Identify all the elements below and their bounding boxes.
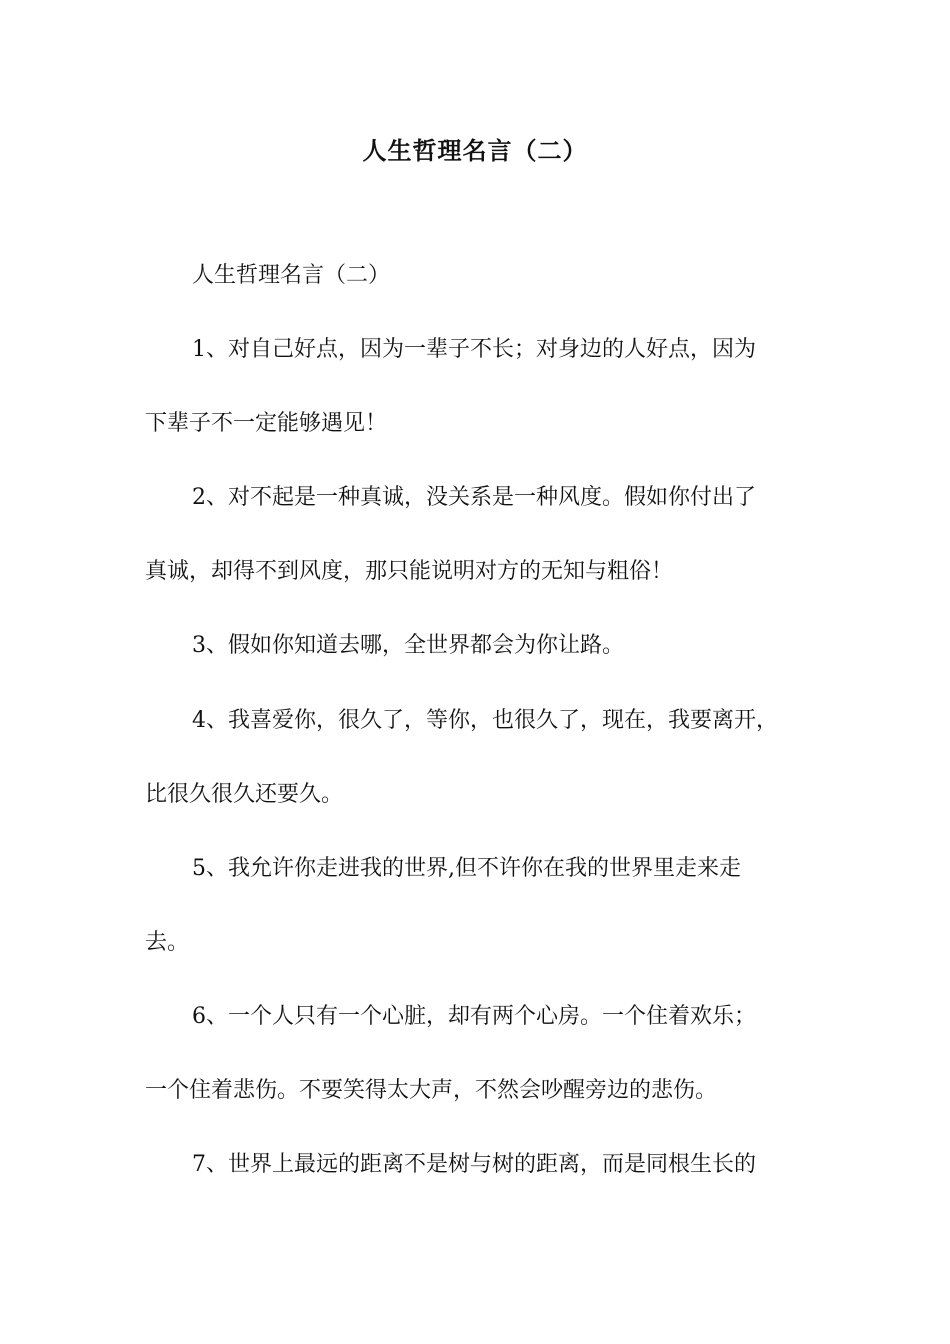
quote-5-line-1: 5、我允许你走进我的世界,但不许你在我的世界里走来走 [192, 856, 741, 881]
quote-4-line-1: 4、我喜爱你，很久了，等你，也很久了，现在，我要离开， [192, 708, 778, 733]
quote-2-line-1: 2、对不起是一种真诚，没关系是一种风度。假如你付出了 [192, 485, 756, 510]
document-title: 人生哲理名言（二） [362, 136, 588, 165]
quote-1-line-2: 下辈子不一定能够遇见！ [145, 411, 388, 436]
quote-6-line-2: 一个住着悲伤。不要笑得太大声，不然会吵醒旁边的悲伤。 [145, 1078, 718, 1103]
quote-4-line-2: 比很久很久还要久。 [145, 782, 344, 807]
section-heading: 人生哲理名言（二） [192, 263, 391, 288]
quote-6-line-1: 6、一个人只有一个心脏，却有两个心房。一个住着欢乐； [192, 1004, 756, 1029]
quote-7-line-1: 7、世界上最远的距离不是树与树的距离，而是同根生长的 [192, 1152, 756, 1177]
quote-5-line-2: 去。 [145, 930, 190, 955]
quote-1-line-1: 1、对自己好点，因为一辈子不长；对身边的人好点，因为 [192, 337, 756, 362]
quote-2-line-2: 真诚，却得不到风度，那只能说明对方的无知与粗俗！ [145, 559, 674, 584]
quote-3-line-1: 3、假如你知道去哪，全世界都会为你让路。 [192, 633, 624, 658]
